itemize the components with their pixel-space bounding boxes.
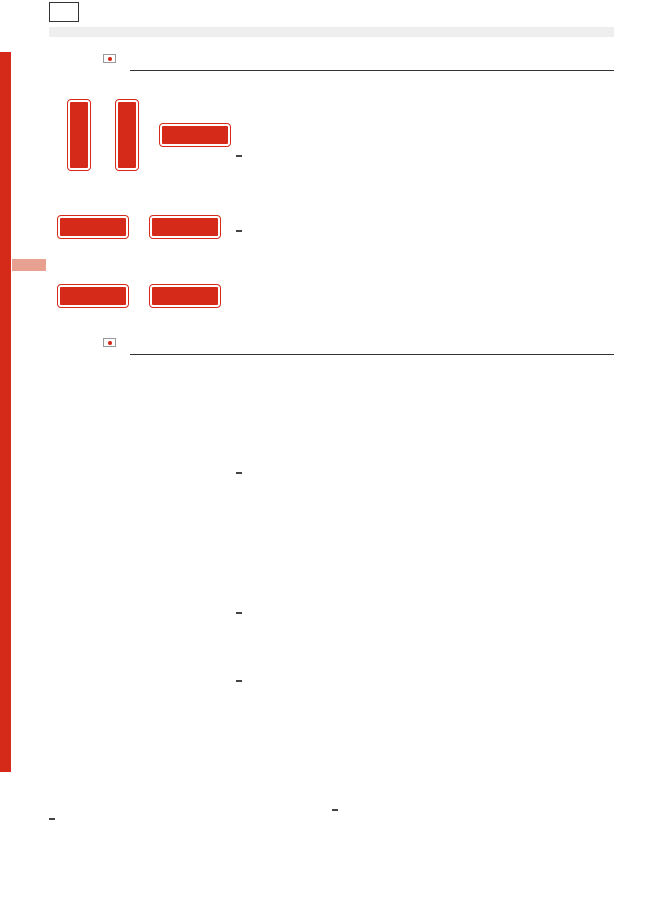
flag-icon <box>103 338 116 347</box>
flag-icon <box>103 54 116 63</box>
sidebar-item-active[interactable] <box>12 259 46 271</box>
sidebar-item[interactable] <box>12 184 46 194</box>
sidebar-item[interactable] <box>12 308 46 324</box>
sidebar-item[interactable] <box>12 207 46 223</box>
stock-box <box>49 2 79 22</box>
brand-logo-1 <box>49 44 101 84</box>
table-label <box>236 472 242 474</box>
side-red-strip <box>0 52 11 772</box>
sign-066502 <box>68 100 90 170</box>
table-label <box>236 612 242 614</box>
table-label <box>236 680 242 682</box>
table-label <box>49 818 55 820</box>
sign-066509 <box>116 100 138 170</box>
sign-066704 <box>150 216 220 238</box>
sign-066703 <box>58 216 128 238</box>
sidebar-main-label <box>12 70 46 150</box>
table-label <box>332 809 338 811</box>
sidebar-item[interactable] <box>12 285 46 295</box>
sign-066808 <box>58 285 128 307</box>
sidebar-item[interactable] <box>12 157 46 173</box>
brand-logo-2 <box>49 329 101 349</box>
header-note-bar <box>49 27 614 37</box>
sidebar-item[interactable] <box>12 384 46 394</box>
table-label <box>236 155 242 157</box>
sign-066508 <box>160 124 230 146</box>
section-underline <box>130 354 614 355</box>
table-label <box>236 230 242 232</box>
sidebar-item[interactable] <box>12 232 46 248</box>
section-underline <box>130 70 614 71</box>
sidebar-item[interactable] <box>12 355 46 371</box>
sign-066702 <box>150 285 220 307</box>
sidebar-item[interactable] <box>12 330 46 346</box>
